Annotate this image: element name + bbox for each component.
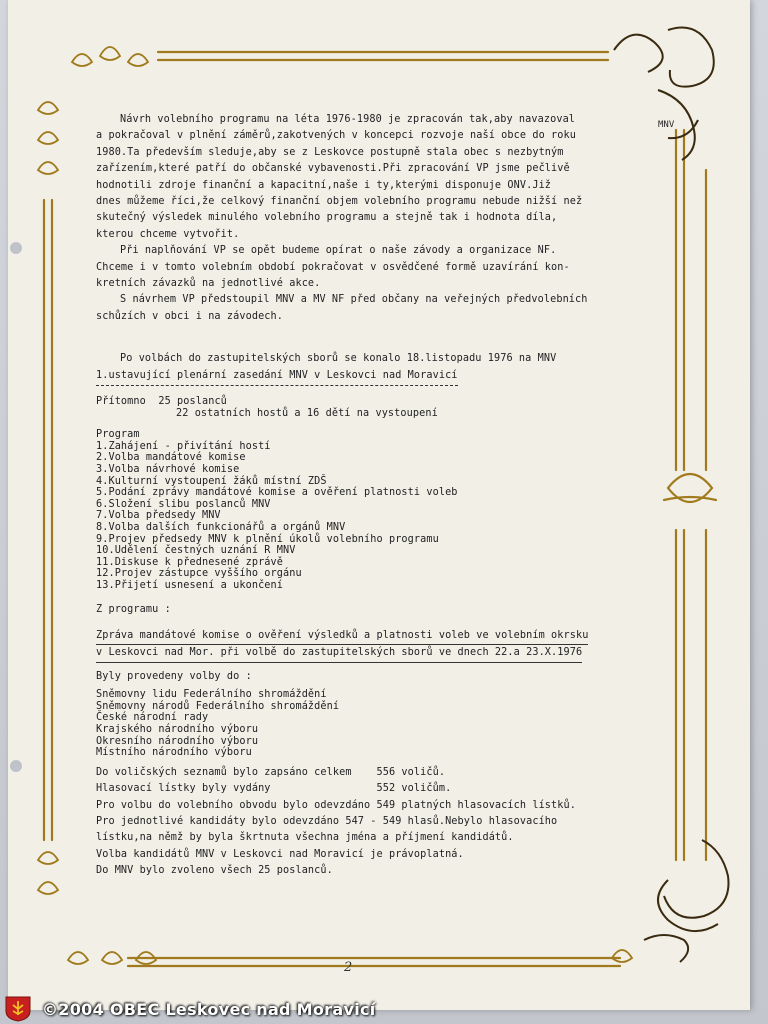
paragraph-line: hodnotili zdroje finanční a kapacitní,naše i ty,kterými disponuje ONV.Již xyxy=(96,179,552,191)
program-item: 3.Volba návrhové komise xyxy=(96,464,240,476)
punch-hole xyxy=(10,242,22,254)
result-line: Hlasovací lístky byly vydány 552 voličům. xyxy=(96,783,452,795)
paragraph-line: S návrhem VP předstoupil MNV a MV NF před občany na veřejných předvolebních xyxy=(120,294,588,306)
present-deputies: 25 poslanců xyxy=(158,396,227,408)
paragraph-line: dnes můžeme říci,že celkový finanční objem volebního programu nebude nižší než xyxy=(96,196,583,208)
program-item: 2.Volba mandátové komise xyxy=(96,452,246,464)
document-page xyxy=(8,0,750,1010)
typed-text-block xyxy=(96,112,676,880)
paragraph-line: 1980.Ta především sleduje,aby se z Leskovce postupně stala obec s nezbytným xyxy=(96,146,564,158)
corner-label: MNV xyxy=(658,120,675,130)
paragraph-line: zařízením,které patří do občanské vybavenosti.Při zpracování VP jsme pečlivě xyxy=(96,163,570,175)
paragraph-line: kterou chceme vytvořit. xyxy=(96,228,240,240)
result-line: Volba kandidátů MNV v Leskovci nad Moravicí je právoplatná. xyxy=(96,848,464,860)
program-item: 11.Diskuse k přednesené zprávě xyxy=(96,556,284,568)
program-item: 4.Kulturní vystoupení žáků místní ZDŠ xyxy=(96,475,327,487)
session-intro-line: Po volbách do zastupitelských sborů se konalo 18.listopadu 1976 na MNV xyxy=(120,353,557,365)
paragraph-line: Chceme i v tomto volebním období pokračovat v osvědčené formě uzavírání kon- xyxy=(96,261,570,273)
election-item: Sněmovny lidu Federálního shromáždění xyxy=(96,689,327,701)
election-item: Okresního národního výboru xyxy=(96,735,259,747)
watermark-footer xyxy=(0,994,768,1024)
copyright-text: ©2004 OBEC Leskovec nad Moravicí xyxy=(42,999,376,1019)
program-item: 10.Udělení čestných uznání R MNV xyxy=(96,545,296,557)
result-line: Pro volbu do volebního obvodu bylo odevzdáno 549 platných hlasovacích lístků. xyxy=(96,799,576,811)
program-item: 1.Zahájení - přivítání hostí xyxy=(96,440,271,452)
election-item: Krajského národního výboru xyxy=(96,724,259,735)
page-number: 2 xyxy=(344,960,353,975)
paragraph-line: Při naplňování VP se opět budeme opírat o naše závody a organizace NF. xyxy=(120,245,557,257)
result-line: Do MNV bylo zvoleno všech 25 poslanců. xyxy=(96,865,333,877)
from-program-label: Z programu : xyxy=(96,603,171,615)
present-guests: 22 ostatních hostů a 16 dětí na vystoupení xyxy=(176,407,438,419)
result-line: lístku,na němž by byla škrtnuta všechna jména a příjmení kandidátů. xyxy=(96,832,514,844)
program-item: 7.Volba předsedy MNV xyxy=(96,510,221,522)
paragraph-line: schůzích v obci i na závodech. xyxy=(96,310,284,322)
present-label: Přítomno xyxy=(96,396,146,408)
session-title: 1.ustavující plenární zasedání MNV v Leskovci nad Moravicí xyxy=(96,368,458,386)
paragraph-line: a pokračoval v plnění záměrů,zakotvených v koncepci rozvoje naší obce do roku xyxy=(96,130,576,142)
paragraph-line: skutečný výsledek minulého volebního programu a stejně tak i hodnota díla, xyxy=(96,212,558,224)
election-item: Sněmovny národů Federálního shromáždění xyxy=(96,700,340,712)
program-item: 9.Projev předsedy MNV k plnění úkolů volebního programu xyxy=(96,533,439,545)
municipal-crest-icon xyxy=(4,995,32,1023)
paragraph-line: kretních závazků na jednotlivé akce. xyxy=(96,278,321,290)
program-heading: Program xyxy=(96,429,140,441)
report-title-line: v Leskovci nad Mor. při volbě do zastupitelských sborů ve dnech 22.a 23.X.1976 xyxy=(96,645,582,662)
punch-hole xyxy=(10,760,22,772)
program-item: 13.Přijetí usnesení a ukončení xyxy=(96,580,284,591)
report-title-line: Zpráva mandátové komise o ověření výsledků a platnosti voleb ve volebním okrsku xyxy=(96,628,588,645)
elections-heading: Byly provedeny volby do : xyxy=(96,670,252,682)
paragraph-line: Návrh volebního programu na léta 1976-1980 je zpracován tak,aby navazoval xyxy=(120,114,576,125)
election-item: Místního národního výboru xyxy=(96,747,252,759)
result-line: Pro jednotlivé kandidáty bylo odevzdáno 547 - 549 hlasů.Nebylo hlasovacího xyxy=(96,816,558,827)
program-item: 8.Volba dalších funkcionářů a orgánů MNV xyxy=(96,522,346,534)
program-item: 12.Projev zástupce vyššího orgánu xyxy=(96,568,302,580)
election-item: České národní rady xyxy=(96,712,209,724)
program-item: 6.Složení slibu poslanců MNV xyxy=(96,498,271,510)
result-line: Do voličských seznamů bylo zapsáno celkem 556 voličů. xyxy=(96,766,446,778)
program-item: 5.Podání zprávy mandátové komise a ověření platnosti voleb xyxy=(96,487,458,499)
